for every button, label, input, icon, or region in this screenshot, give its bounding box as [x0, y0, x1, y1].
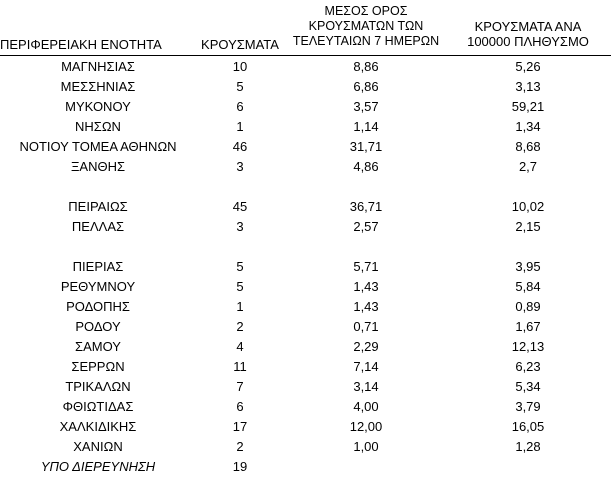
cell-region: ΦΘΙΩΤΙΔΑΣ — [62, 399, 134, 414]
cell-cases: 5 — [236, 79, 244, 94]
cell-per100k: 1,67 — [515, 319, 541, 334]
cell-avg: 5,71 — [353, 259, 379, 274]
table-row — [0, 397, 611, 417]
cell-per100k: 3,13 — [515, 79, 541, 94]
cell-cases: 46 — [232, 139, 248, 154]
header-per100k-line-1: ΚΡΟΥΣΜΑΤΑ ΑΝΑ — [474, 19, 582, 34]
cell-avg: 8,86 — [353, 59, 379, 74]
table-row — [0, 337, 611, 357]
header-avg-line-1: ΜΕΣΟΣ ΟΡΟΣ — [324, 4, 408, 18]
cell-avg: 1,43 — [353, 299, 379, 314]
cell-region: ΡΟΔΟΥ — [75, 319, 121, 334]
cell-per100k: 2,7 — [518, 159, 538, 174]
cell-region: ΝΗΣΩΝ — [75, 119, 121, 134]
cell-cases: 3 — [236, 159, 244, 174]
header-avg-line-2: ΚΡΟΥΣΜΑΤΩΝ ΤΩΝ — [308, 19, 424, 33]
cell-region: ΧΑΝΙΩΝ — [73, 439, 123, 454]
cell-per100k: 16,05 — [511, 419, 545, 434]
table-row — [0, 297, 611, 317]
table-row — [0, 417, 611, 437]
cell-per100k: 12,13 — [511, 339, 545, 354]
header-cases: ΚΡΟΥΣΜΑΤΑ — [201, 37, 279, 52]
cell-avg: 2,57 — [353, 219, 379, 234]
cell-avg: 36,71 — [349, 199, 383, 214]
cell-avg: 7,14 — [353, 359, 379, 374]
cell-cases: 19 — [232, 459, 248, 474]
table-row — [0, 257, 611, 277]
cell-cases: 5 — [236, 279, 244, 294]
cell-cases: 2 — [236, 319, 244, 334]
cell-cases: 10 — [232, 59, 248, 74]
cell-region: ΧΑΛΚΙΔΙΚΗΣ — [59, 419, 137, 434]
cell-cases: 1 — [236, 299, 244, 314]
cell-cases: 7 — [236, 379, 244, 394]
cell-cases: 6 — [236, 99, 244, 114]
cell-avg: 1,43 — [353, 279, 379, 294]
cell-region: ΜΑΓΝΗΣΙΑΣ — [61, 59, 135, 74]
cell-cases: 4 — [236, 339, 244, 354]
table-row — [0, 277, 611, 297]
cell-region: ΠΙΕΡΙΑΣ — [72, 259, 124, 274]
cell-avg: 3,57 — [353, 99, 379, 114]
header-per100k-line-2: 100000 ΠΛΗΘΥΣΜΟ — [467, 34, 589, 49]
cell-region: ΥΠΟ ΔΙΕΡΕΥΝΗΣΗ — [40, 459, 156, 474]
cell-per100k: 3,79 — [515, 399, 541, 414]
cell-avg: 0,71 — [353, 319, 379, 334]
cell-region: ΜΥΚΟΝΟΥ — [65, 99, 131, 114]
cell-cases: 1 — [236, 119, 244, 134]
cell-per100k: 1,28 — [515, 439, 541, 454]
cell-per100k: 3,95 — [515, 259, 541, 274]
cell-region: ΞΑΝΘΗΣ — [70, 159, 126, 174]
cell-avg: 3,14 — [353, 379, 379, 394]
table-row — [0, 317, 611, 337]
cell-avg: 2,29 — [353, 339, 379, 354]
cell-per100k: 10,02 — [511, 199, 545, 214]
table-row — [0, 457, 611, 477]
cell-avg: 4,86 — [353, 159, 379, 174]
cell-per100k: 5,34 — [515, 379, 541, 394]
cell-region: ΡΕΘΥΜΝΟΥ — [60, 279, 136, 294]
header-cases-per-100k — [456, 19, 600, 49]
table-row — [0, 197, 611, 217]
cell-region: ΝΟΤΙΟΥ ΤΟΜΕΑ ΑΘΗΝΩΝ — [19, 139, 177, 154]
table-row — [0, 137, 611, 157]
cell-per100k: 8,68 — [515, 139, 541, 154]
cell-cases: 5 — [236, 259, 244, 274]
cell-avg: 6,86 — [353, 79, 379, 94]
cell-per100k: 5,84 — [515, 279, 541, 294]
cell-cases: 6 — [236, 399, 244, 414]
table-row — [0, 57, 611, 77]
cell-avg: 12,00 — [349, 419, 383, 434]
table-row — [0, 77, 611, 97]
table-row — [0, 377, 611, 397]
table-row — [0, 97, 611, 117]
header-avg-7-days — [286, 4, 446, 49]
cell-per100k: 5,26 — [515, 59, 541, 74]
cell-region: ΠΕΙΡΑΙΩΣ — [68, 199, 128, 214]
cell-avg: 1,00 — [353, 439, 379, 454]
cell-cases: 45 — [232, 199, 248, 214]
table-row — [0, 117, 611, 137]
cell-cases: 17 — [232, 419, 248, 434]
cell-per100k: 59,21 — [511, 99, 545, 114]
table-row — [0, 357, 611, 377]
cell-avg: 31,71 — [349, 139, 383, 154]
cell-per100k: 1,34 — [515, 119, 541, 134]
header-avg-line-3: ΤΕΛΕΥΤΑΙΩΝ 7 ΗΜΕΡΩΝ — [292, 34, 440, 48]
cell-region: ΠΕΛΛΑΣ — [71, 219, 125, 234]
cell-per100k: 0,89 — [515, 299, 541, 314]
cell-region: ΤΡΙΚΑΛΩΝ — [65, 379, 131, 394]
header-region: ΠΕΡΙΦΕΡΕΙΑΚΗ ΕΝΟΤΗΤΑ — [0, 37, 162, 52]
cell-avg: 1,14 — [353, 119, 379, 134]
table-row — [0, 437, 611, 457]
cell-region: ΜΕΣΣΗΝΙΑΣ — [60, 79, 136, 94]
cell-avg: 4,00 — [353, 399, 379, 414]
cell-region: ΣΑΜΟΥ — [75, 339, 121, 354]
table-row — [0, 217, 611, 237]
header-divider — [0, 55, 611, 56]
cell-per100k: 2,15 — [515, 219, 541, 234]
cell-cases: 11 — [233, 359, 247, 374]
cell-cases: 3 — [236, 219, 244, 234]
cell-region: ΡΟΔΟΠΗΣ — [66, 299, 130, 314]
cell-per100k: 6,23 — [515, 359, 541, 374]
table-row — [0, 157, 611, 177]
cell-cases: 2 — [236, 439, 244, 454]
cell-region: ΣΕΡΡΩΝ — [71, 359, 125, 374]
